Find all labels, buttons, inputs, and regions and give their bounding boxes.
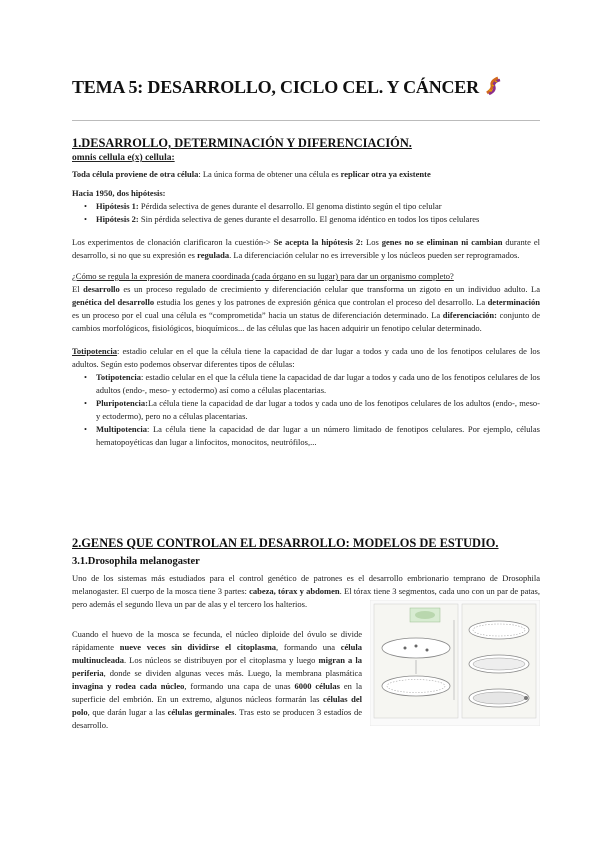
section-2-heading: 2.GENES QUE CONTROLAN EL DESARROLLO: MODELOS DE ESTUDIO. [72, 536, 499, 550]
cloning-paragraph: Los experimentos de clonación clarificaron la cuestión-> Se acepta la hipótesis 2: Los genes no se eliminan ni cambian durante el desarrollo, si no que su expresión es regulada. La diferenciación celular no es irreversible y los núcleos pueden ser reprogramados. [72, 237, 541, 260]
potency-item-totipotencia: • Totipotencia: estadio celular en el que la célula tiene la capacidad de dar lugar a todos y cada uno de los fenotipos celulares de los adultos (endo-, meso- y ectodermo) así como a células placentarias. [72, 371, 540, 397]
fecundation-paragraph: Cuando el huevo de la mosca se fecunda, el núcleo diploide del óvulo se divide rápidamente nueve veces sin dividirse el citoplasma, formando una célula multinucleada. Los núcleos se distribuyen por el citoplasma y luego migran a la periferia, donde se dividen algunas veces más. Luego, la membrana plasmática invagina y rodea cada núcleo, formando una capa de unas 6000 células en la superficie del embrión. En un extremo, algunos núcleos formarán las células del polo, que darán lugar a las células germinales. Tras esto se producen 3 estadíos de desarrollo. [72, 629, 362, 730]
potency-item-multipotencia: • Multipotencia: La célula tiene la capacidad de dar lugar a un número limitado de fenotipos celulares. Por ejemplo, células hematopoyéticas dan lugar a linfocitos, monocitos, neutrófilos,... [72, 423, 540, 449]
figure-left-panel [374, 604, 458, 718]
dna-icon [483, 76, 503, 96]
potency-list [72, 371, 540, 449]
development-paragraph: El desarrollo es un proceso regulado de crecimiento y diferenciación celular que transforma un zigoto en un individuo adulto. La genética del desarrollo estudia los genes y los patrones de expresión génica que controlan el proceso del desarrollo. La determinación es un proceso por el cual una célula es “comprometida” hacia un status de diferenciación determinado. La diferenciación: conjunto de cambios morfológicos, fisiológicos, bioquímicos... de las células que las hacen adquirir un fenotipo celular determinado. [72, 284, 541, 333]
drosophila-embryo-development-figure [370, 600, 540, 726]
title-divider [72, 120, 540, 121]
intro-paragraph: Toda célula proviene de otra célula: La única forma de obtener una célula es replicar otra ya existente [72, 169, 431, 179]
hypothesis-2: • Hipótesis 2: Sin pérdida selectiva de genes durante el desarrollo. El genoma idéntico en todos los tipos celulares [72, 213, 540, 226]
potency-item-pluripotencia: • Pluripotencia:La célula tiene la capacidad de dar lugar a todos y cada uno de los fenotipos celulares de los adultos (endo-, meso- y ectodermo), pero no a células placentarias. [72, 397, 540, 423]
section-1-heading: 1.DESARROLLO, DETERMINACIÓN Y DIFERENCIACIÓN. [72, 136, 412, 150]
regulation-question: ¿Cómo se regula la expresión de manera coordinada (cada órgano en su lugar) para dar un organismo completo? [72, 271, 454, 281]
hypotheses-intro: Hacia 1950, dos hipótesis: [72, 188, 166, 198]
hypothesis-1: • Hipótesis 1: Pérdida selectiva de genes durante el desarrollo. El genoma distinto según el tipo celular [72, 200, 540, 213]
section-1-intro [72, 152, 540, 449]
page-title: TEMA 5: DESARROLLO, CICLO CEL. Y CÁNCER [72, 76, 503, 98]
drosophila-subheading: 3.1.Drosophila melanogaster [72, 556, 200, 567]
hypotheses-list [72, 200, 540, 226]
figure-right-panel [462, 604, 536, 718]
totipotency-paragraph: Totipotencia: estadio celular en el que la célula tiene la capacidad de dar lugar a todos y cada uno de los fenotipos celulares de los adultos. Según esto podemos observar diferentes tipos de células: [72, 346, 540, 369]
omnis-cellula-heading: omnis cellula e(x) cellula: [72, 153, 175, 163]
drosophila-intro-paragraph: Uno de los sistemas más estudiados para el control genético de patrones es el desarrollo embrionario temprano de Drosophila melanogaster. El cuerpo de la mosca tiene 3 partes: cabeza, tórax y abdomen. El tórax tiene 3 segmentos, cada uno con un par de patas, pero además el segundo lleva un par de alas y el tercero los halterios. [72, 573, 540, 609]
